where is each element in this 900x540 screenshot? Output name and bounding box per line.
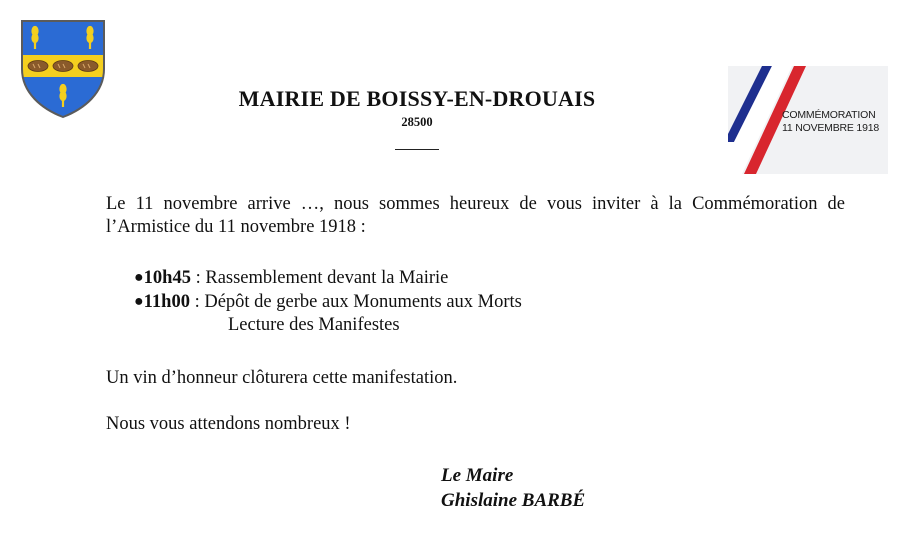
closing-line: Nous vous attendons nombreux ! xyxy=(106,414,351,434)
page-title: MAIRIE DE BOISSY-EN-DROUAIS xyxy=(238,86,596,111)
intro-paragraph: Le 11 novembre arrive …, nous sommes heureux de vous inviter à la Commémoration de l’Armistice du 11 novembre 1918 : xyxy=(106,194,845,237)
commemoration-badge xyxy=(728,66,888,174)
signature-role: Le Maire xyxy=(441,465,514,486)
title-divider xyxy=(395,149,439,150)
signature-name: Ghislaine BARBÉ xyxy=(441,490,586,511)
postcode: 28500 xyxy=(401,115,433,129)
list-item: ●11h00 : Dépôt de gerbe aux Monuments aux Morts xyxy=(134,292,522,312)
badge-text xyxy=(782,109,879,135)
badge-line-1: COMMÉMORATION xyxy=(782,109,876,121)
bullet-text: : Rassemblement devant la Mairie xyxy=(190,268,449,288)
badge-line-2: 11 NOVEMBRE 1918 xyxy=(782,122,879,134)
bullet-subline: Lecture des Manifestes xyxy=(228,315,400,335)
bullet-time: 11h00 xyxy=(143,292,190,312)
reception-line: Un vin d’honneur clôturera cette manifestation. xyxy=(106,368,458,388)
program-list xyxy=(134,266,522,337)
signature-block xyxy=(441,463,585,513)
bullet-time: 10h45 xyxy=(143,268,191,288)
bullet-text: : Dépôt de gerbe aux Monuments aux Morts xyxy=(189,292,522,312)
list-item: ●10h45 : Rassemblement devant la Mairie xyxy=(134,268,449,288)
